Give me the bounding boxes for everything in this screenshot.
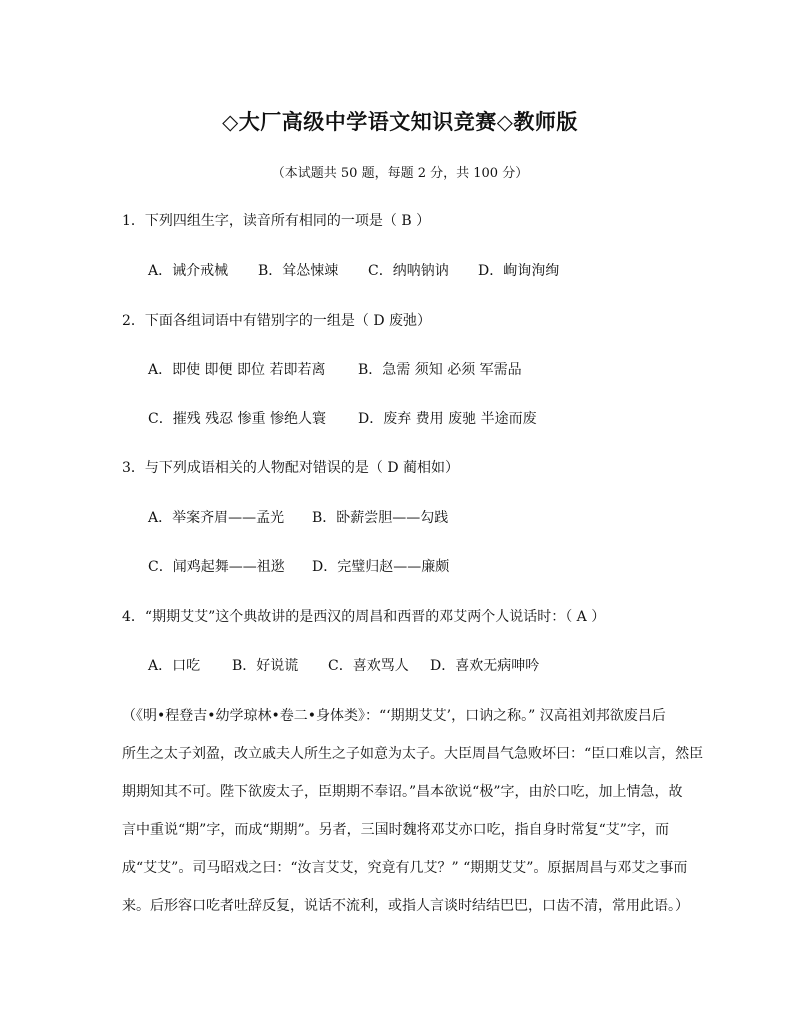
- explanation-line: （《明•程登吉•幼学琼林•卷二•身体类》：“‘期期艾艾’，口讷之称。” 汉高祖刘邦欲废吕后: [122, 708, 666, 724]
- question-3-option-d: D．完璧归赵——廉颇: [312, 559, 450, 575]
- question-1-stem: 1．下列四组生字，读音所有相同的一项是（ B ）: [122, 213, 431, 229]
- question-4-options: [148, 655, 539, 675]
- page-title: ◇大厂高级中学语文知识竞赛◇教师版: [222, 110, 578, 134]
- question-3-option-a: A．举案齐眉——孟光: [148, 510, 285, 526]
- question-4-option-c: C．喜欢骂人: [328, 658, 409, 674]
- question-3-option-c: C．闻鸡起舞——祖逖: [148, 559, 285, 575]
- question-2-option-b: B．急需 须知 必须 军需品: [358, 362, 522, 378]
- question-4-option-b: B．好说谎: [232, 658, 299, 674]
- question-2-options-row-2: [148, 408, 537, 428]
- question-1-option-c: C．纳呐钠讷: [368, 263, 449, 279]
- question-1-option-a: A．诫介戒械: [148, 263, 229, 279]
- explanation-line: 所生之太子刘盈，改立戚夫人所生之子如意为太子。大臣周昌气急败坏曰：“臣口难以言，然臣: [122, 746, 704, 762]
- question-1-options: [148, 260, 559, 280]
- explanation-line: 期期知其不可。陛下欲废太子，臣期期不奉诏。”昌本欲说“极”字，由於口吃，加上情急，故: [122, 784, 683, 800]
- question-2-options-row-1: [148, 359, 522, 379]
- explanation-line: 来。后形容口吃者吐辞反复，说话不流利，或指人言谈时结结巴巴，口齿不清，常用此语。）: [122, 898, 689, 914]
- question-4-stem: 4．“期期艾艾”这个典故讲的是西汉的周昌和西晋的邓艾两个人说话时：（ A ）: [122, 609, 606, 625]
- question-3-options-row-2: [148, 556, 449, 576]
- question-4-option-d: D．喜欢无病呻吟: [430, 658, 540, 674]
- question-2-option-c: C．摧残 残忍 惨重 惨绝人寰: [148, 411, 327, 427]
- question-4-option-a: A．口吃: [148, 658, 201, 674]
- question-2-stem: 2．下面各组词语中有错别字的一组是（ D 废弛）: [122, 313, 432, 329]
- question-2-option-a: A．即使 即便 即位 若即若离: [148, 362, 326, 378]
- question-3-stem: 3．与下列成语相关的人物配对错误的是（ D 蔺相如）: [122, 460, 460, 476]
- explanation-line: 成“艾艾”。司马昭戏之曰：“汝言艾艾，究竟有几艾？” “期期艾艾”。原据周昌与邓艾之事而: [122, 860, 688, 876]
- page-subtitle: （本试题共 50 题，每题 2 分，共 100 分）: [271, 166, 529, 181]
- explanation-line: 言中重说“期”字，而成“期期”。另者，三国时魏将邓艾亦口吃，指自身时常复“艾”字，而: [122, 822, 669, 838]
- question-3-options-row-1: [148, 507, 448, 527]
- question-2-option-d: D．废弃 费用 废驰 半途而废: [358, 411, 537, 427]
- question-1-option-d: D．峋询洵绚: [478, 263, 560, 279]
- question-3-option-b: B．卧薪尝胆——勾践: [312, 510, 449, 526]
- question-1-option-b: B．耸怂悚竦: [258, 263, 339, 279]
